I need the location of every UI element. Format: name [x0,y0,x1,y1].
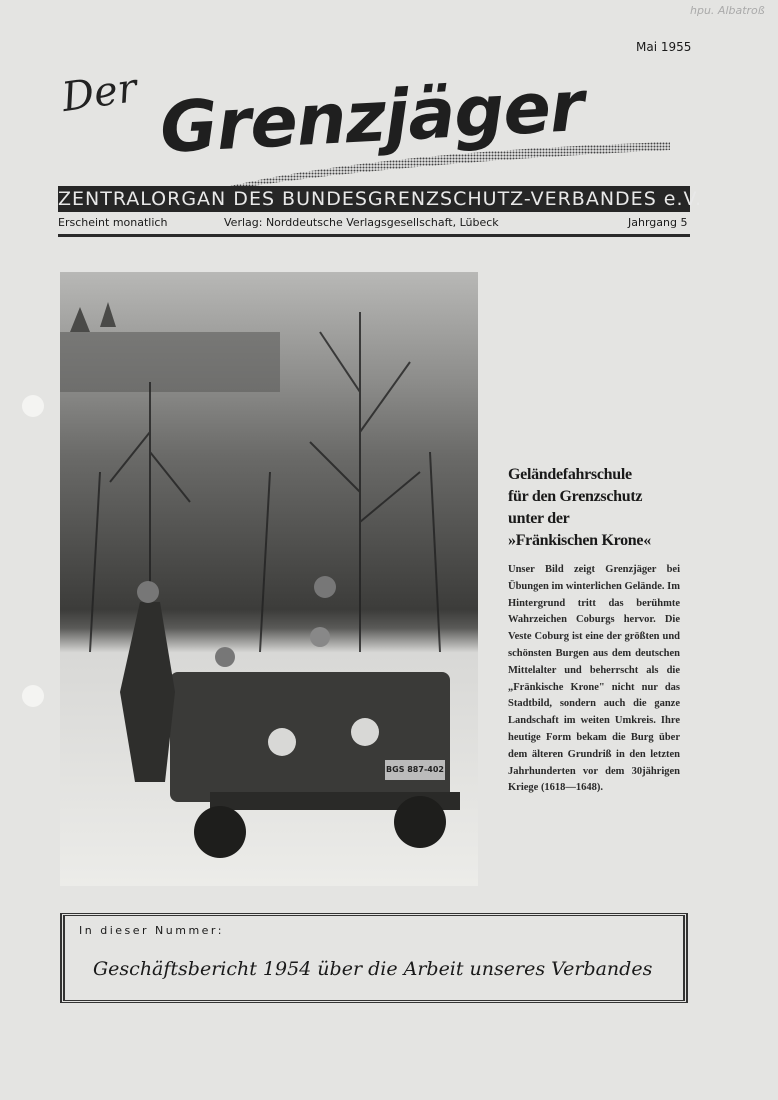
headline-line: Geländefahrschule [508,466,632,483]
photo-caption [508,464,680,797]
subtitle-bar: ZENTRALORGAN DES BUNDESGRENZSCHUTZ-VERBANDES e.V. [58,188,703,210]
title-prefix: Der [59,65,140,121]
publisher: Verlag: Norddeutsche Verlagsgesellschaft, Lübeck [224,216,499,229]
masthead-rule [58,234,690,237]
caption-body: Unser Bild zeigt Grenzjäger bei Übungen im winterlichen Gelände. Im Hintergrund tritt das berühmte Wahrzeichen Coburgs hervor. Die Veste Coburg ist eine der größten und schönsten Burgen aus dem deutschen Mittelalter und beherrscht als die „Fränkische Krone" nicht nur das Stadtbild, sondern auch die ganze Landschaft im weiten Umkreis. Ihre heutige Form bekam die Burg über dem älteren Grundriß in den letzten Jahrhunderten vor dem 30jährigen Kriege (1618—1648). [508,564,680,794]
headline-line: unter der [508,510,570,527]
volume: Jahrgang 5 [628,216,688,229]
frequency: Erscheint monatlich [58,216,168,229]
cover-photo [60,272,478,886]
headline-line: »Fränkischen Krone« [508,532,651,549]
caption-headline [508,464,680,552]
contents-headline: Geschäftsbericht 1954 über die Arbeit unseres Verbandes [93,958,653,980]
headline-line: für den Grenzschutz [508,488,643,505]
handwritten-note: hpu. Albatroß [690,4,765,17]
issue-date: Mai 1955 [636,40,692,54]
issue-contents-box [60,913,688,1003]
contents-label: In dieser Nummer: [79,924,224,937]
punch-hole [22,685,44,707]
photo-scene [60,272,478,886]
license-plate: BGS 887-402 [385,760,445,780]
magazine-title: Grenzjäger [158,64,586,170]
punch-hole [22,395,44,417]
